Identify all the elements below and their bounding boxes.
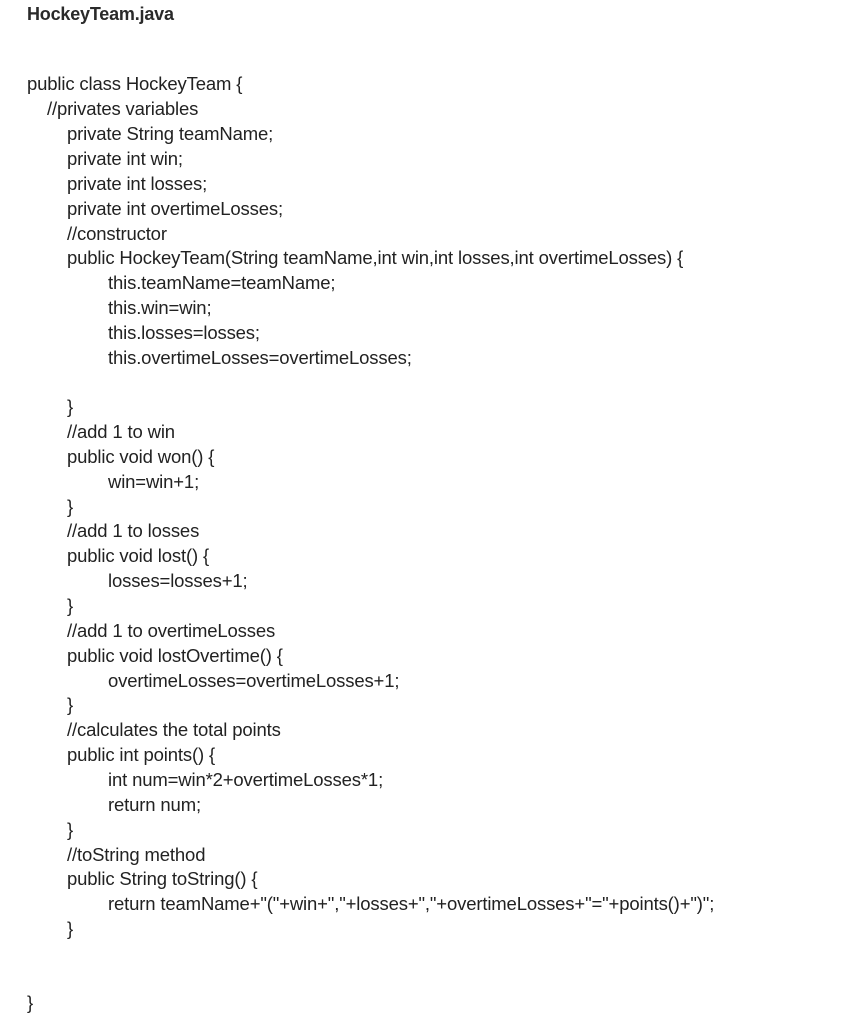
code-line: public void lost() { xyxy=(67,545,209,566)
code-line: } xyxy=(67,819,74,840)
code-line: this.losses=losses; xyxy=(108,322,260,343)
code-line: return teamName+"("+win+","+losses+","+overtimeLosses+"="+points()+")"; xyxy=(108,893,715,914)
code-line: //constructor xyxy=(67,223,167,244)
code-line: } xyxy=(67,396,74,417)
code-line: return num; xyxy=(108,794,201,815)
code-line: int num=win*2+overtimeLosses*1; xyxy=(108,769,384,790)
code-line: private String teamName; xyxy=(67,123,274,144)
code-line: public int points() { xyxy=(67,744,216,765)
code-line: private int win; xyxy=(67,148,183,169)
code-line: this.win=win; xyxy=(108,297,212,318)
code-line: public void lostOvertime() { xyxy=(67,645,283,666)
code-line: } xyxy=(67,694,74,715)
code-line: public class HockeyTeam { xyxy=(27,73,243,94)
code-line: //add 1 to win xyxy=(67,421,175,442)
file-title: HockeyTeam.java xyxy=(27,4,174,24)
code-line: //toString method xyxy=(67,844,206,865)
code-line: this.overtimeLosses=overtimeLosses; xyxy=(108,347,412,368)
code-line: public void won() { xyxy=(67,446,215,467)
code-line: public String toString() { xyxy=(67,868,258,889)
code-line: } xyxy=(27,992,34,1013)
code-line: private int losses; xyxy=(67,173,208,194)
code-line: win=win+1; xyxy=(108,471,200,492)
code-line: private int overtimeLosses; xyxy=(67,198,283,219)
code-line: } xyxy=(67,496,74,517)
code-line: //add 1 to losses xyxy=(67,520,200,541)
code-line: //privates variables xyxy=(47,98,199,119)
code-line: overtimeLosses=overtimeLosses+1; xyxy=(108,670,400,691)
code-line: //calculates the total points xyxy=(67,719,281,740)
code-line: //add 1 to overtimeLosses xyxy=(67,620,276,641)
code-line: losses=losses+1; xyxy=(108,570,248,591)
code-line: public HockeyTeam(String teamName,int win,int losses,int overtimeLosses) { xyxy=(67,247,684,268)
code-line: } xyxy=(67,595,74,616)
code-line: this.teamName=teamName; xyxy=(108,272,336,293)
code-line: } xyxy=(67,918,74,939)
